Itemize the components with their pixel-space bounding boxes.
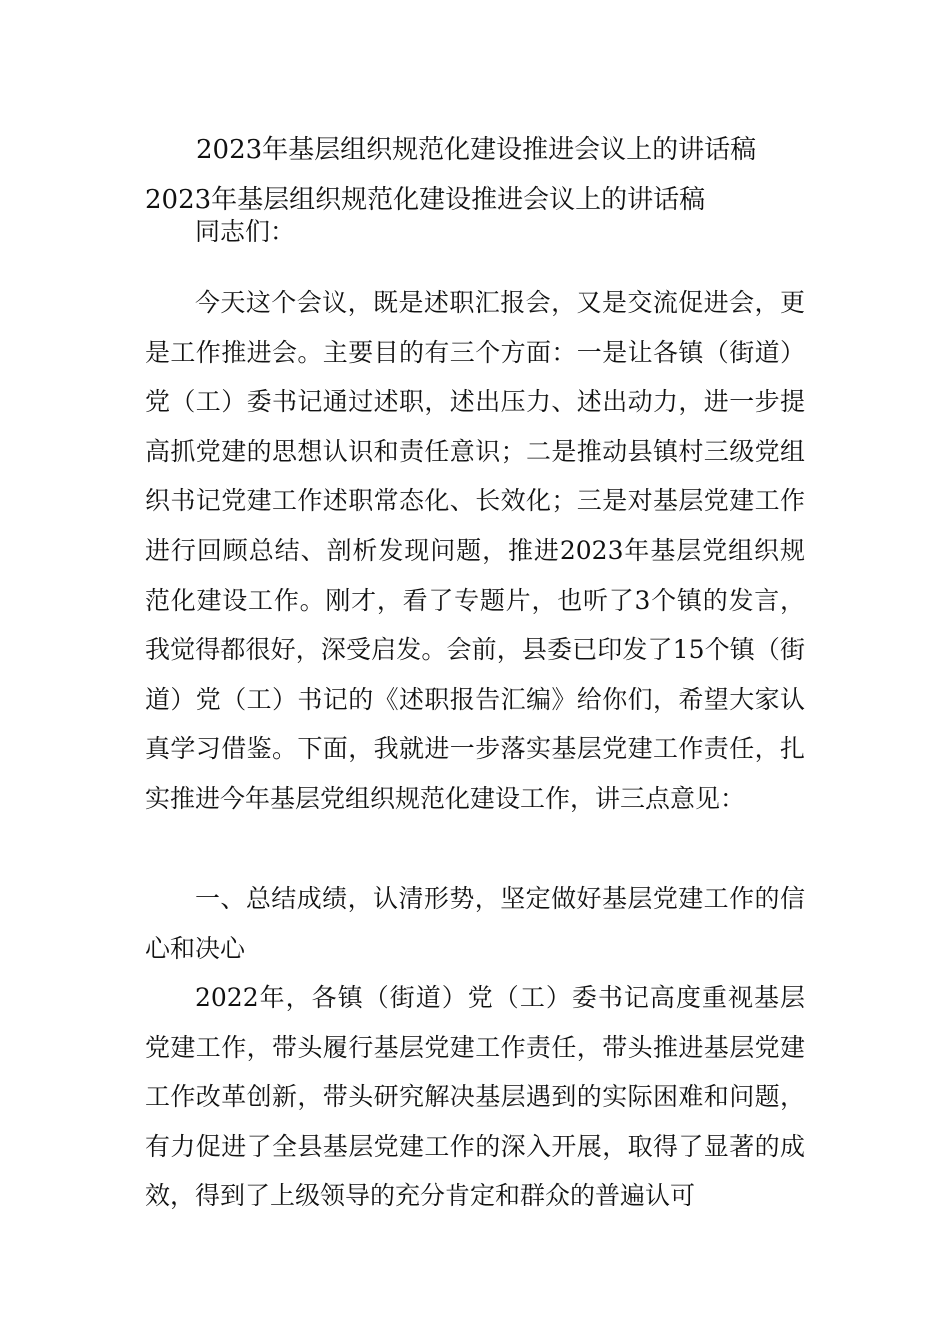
document-subtitle: 2023年基层组织规范化建设推进会议上的讲话稿: [145, 185, 706, 215]
paragraph-section-1: 2022年，各镇（街道）党（工）委书记高度重视基层党建工作，带头履行基层党建工作责任，带头推进基层党建工作改革创新，带头研究解决基层遇到的实际困难和问题，有力促进了全县基层党建工作的深入开展，取得了显著的成效，得到了上级领导的充分肯定和群众的普遍认可: [145, 983, 805, 1211]
salutation: 同志们：: [195, 217, 296, 246]
document-title: 2023年基层组织规范化建设推进会议上的讲话稿: [196, 135, 757, 165]
section-heading-1: 一、总结成绩，认清形势，坚定做好基层党建工作的信心和决心: [145, 884, 805, 963]
paragraph-intro: 今天这个会议，既是述职汇报会，又是交流促进会，更是工作推进会。主要目的有三个方面：一是让各镇（街道）党（工）委书记通过述职，述出压力、述出动力，进一步提高抓党建的思想认识和责任意识；二是推动县镇村三级党组织书记党建工作述职常态化、长效化；三是对基层党建工作进行回顾总结、剖析发现问题，推进2023年基层党组织规范化建设工作。刚才，看了专题片，也听了3个镇的发言，我觉得都很好，深受启发。会前，县委已印发了15个镇（街道）党（工）书记的《述职报告汇编》给你们，希望大家认真学习借鉴。下面，我就进一步落实基层党建工作责任，扎实推进今年基层党组织规范化建设工作，讲三点意见：: [145, 288, 805, 813]
